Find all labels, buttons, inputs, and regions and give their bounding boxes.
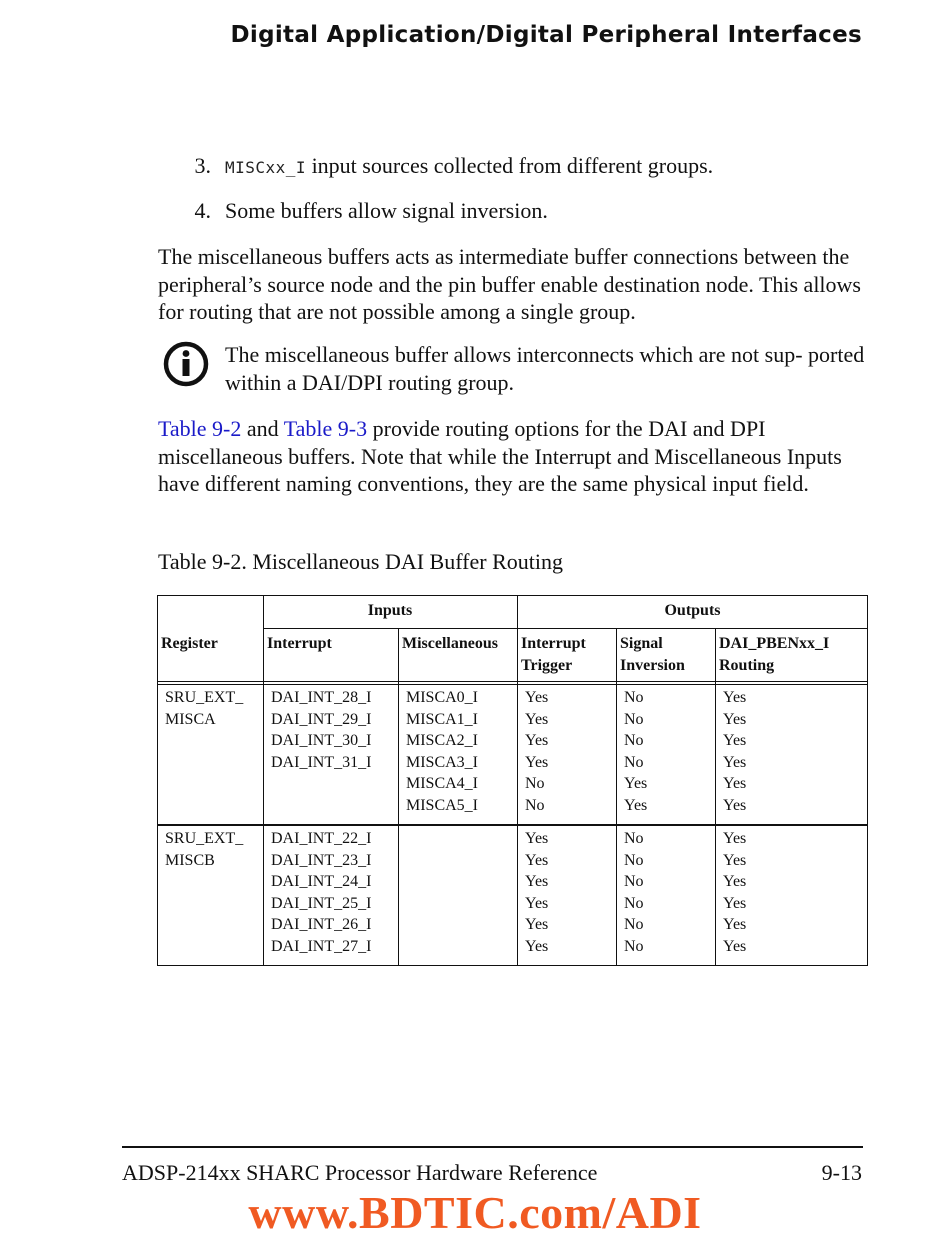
misc-value: MISCA3_I <box>406 753 479 771</box>
inversion-value: No <box>624 873 644 891</box>
routing-value: Yes <box>723 830 747 847</box>
column-header-interrupt-trigger <box>521 633 586 676</box>
routing-value: Yes <box>723 710 747 728</box>
cell-signal-inversion <box>624 828 644 958</box>
misc-value: MISCA2_I <box>406 732 479 750</box>
misc-value: MISCA4_I <box>406 775 479 793</box>
register-line: MISCA <box>165 710 216 728</box>
routing-value: Yes <box>723 851 747 869</box>
inversion-value: Yes <box>624 775 648 793</box>
column-header-pben-routing <box>719 633 829 676</box>
inversion-value: No <box>624 710 644 728</box>
interrupt-value: DAI_INT_23_I <box>271 851 372 869</box>
header-line: Signal <box>620 635 663 652</box>
interrupt-value: DAI_INT_24_I <box>271 873 372 891</box>
header-line: Trigger <box>521 656 573 674</box>
footer-divider <box>122 1146 863 1148</box>
interrupt-value: DAI_INT_31_I <box>271 753 372 771</box>
group-header-inputs: Inputs <box>367 602 413 619</box>
header-line: Interrupt <box>521 635 586 652</box>
trigger-value: Yes <box>525 830 549 847</box>
interrupt-value: DAI_INT_26_I <box>271 916 372 934</box>
link-table-9-2[interactable]: Table 9-2 <box>158 416 242 441</box>
register-line: SRU_EXT_ <box>165 830 244 847</box>
inversion-value: No <box>624 916 644 934</box>
list-item-number: 4. <box>194 198 211 223</box>
routing-value: Yes <box>723 775 747 793</box>
table-caption: Table 9-2. Miscellaneous DAI Buffer Routing <box>158 549 563 574</box>
inversion-value: No <box>624 937 644 955</box>
inversion-value: No <box>624 753 644 771</box>
footer-document-title: ADSP-214xx SHARC Processor Hardware Reference <box>122 1160 598 1185</box>
routing-value: Yes <box>723 937 747 955</box>
cell-register <box>165 828 243 871</box>
trigger-value: Yes <box>525 916 549 934</box>
inversion-value: No <box>624 689 644 706</box>
list-item-text <box>225 150 713 195</box>
cell-interrupt <box>271 687 371 773</box>
note-box <box>158 341 868 397</box>
trigger-value: Yes <box>525 753 549 771</box>
trigger-value: Yes <box>525 732 549 750</box>
list-item-number: 3. <box>194 153 211 178</box>
column-header-register: Register <box>161 635 218 652</box>
column-header-interrupt: Interrupt <box>267 635 332 652</box>
paragraph-text: provide routing options for the DAI and DPI miscellaneous buffers. Note that while the Interrupt and Miscellaneous Inputs have different naming conventions, they are the same physical input field. <box>158 416 842 496</box>
trigger-value: Yes <box>525 710 549 728</box>
trigger-value: Yes <box>525 851 549 869</box>
routing-value: Yes <box>723 732 747 750</box>
cell-pben-routing <box>723 687 746 817</box>
routing-value: Yes <box>723 916 747 934</box>
interrupt-value: DAI_INT_27_I <box>271 937 372 955</box>
list-item <box>158 150 868 195</box>
column-rule <box>398 628 399 966</box>
link-table-9-3[interactable]: Table 9-3 <box>283 416 368 441</box>
column-rule <box>616 628 617 966</box>
trigger-value: Yes <box>525 894 549 912</box>
misc-value: MISCA5_I <box>406 796 479 814</box>
trigger-value: Yes <box>525 689 549 706</box>
page-header-title: Digital Application/Digital Peripheral Interfaces <box>230 22 862 48</box>
watermark-url: www.BDTIC.com/ADI <box>248 1187 702 1238</box>
interrupt-value: DAI_INT_28_I <box>271 689 372 706</box>
list-item-body: input sources collected from different groups. <box>306 153 714 178</box>
misc-value: MISCA0_I <box>406 689 479 706</box>
inversion-value: Yes <box>624 796 648 814</box>
interrupt-value: DAI_INT_25_I <box>271 894 372 912</box>
cell-interrupt-trigger <box>525 828 548 958</box>
cell-interrupt <box>271 828 371 958</box>
trigger-value: No <box>525 796 545 814</box>
column-rule <box>715 628 716 966</box>
routing-value: Yes <box>723 753 747 771</box>
note-text: The miscellaneous buffer allows interconnects which are not sup- ported within a DAI/DPI routing group. <box>225 342 865 395</box>
paragraph-routing-options <box>158 415 868 498</box>
trigger-value: No <box>525 775 545 793</box>
interrupt-value: DAI_INT_29_I <box>271 710 372 728</box>
cell-signal-inversion <box>624 687 647 817</box>
routing-value: Yes <box>723 873 747 891</box>
inversion-value: No <box>624 830 644 847</box>
cell-miscellaneous <box>406 687 478 817</box>
routing-value: Yes <box>723 689 747 706</box>
interrupt-value: DAI_INT_30_I <box>271 732 372 750</box>
table-border-left <box>157 595 158 966</box>
group-header-rule <box>263 628 868 629</box>
cell-interrupt-trigger <box>525 687 548 817</box>
numbered-list <box>158 150 868 240</box>
list-item <box>158 195 868 240</box>
register-line: SRU_EXT_ <box>165 689 244 706</box>
header-line: Routing <box>719 656 775 674</box>
interrupt-value: DAI_INT_22_I <box>271 830 372 847</box>
paragraph-misc-buffers: The miscellaneous buffers acts as intermediate buffer connections between the peripheral’s source node and the pin buffer enable destination node. This allows for routing that are not possible among a single group. <box>158 244 861 324</box>
trigger-value: Yes <box>525 873 549 891</box>
inversion-value: No <box>624 732 644 750</box>
paragraph-text: and <box>241 416 284 441</box>
misc-value: MISCA1_I <box>406 710 479 728</box>
cell-register <box>165 687 243 730</box>
column-rule <box>517 595 518 966</box>
table-border-right <box>867 595 868 966</box>
register-line: MISCB <box>165 851 215 869</box>
trigger-value: Yes <box>525 937 549 955</box>
header-line: Inversion <box>620 656 685 674</box>
inversion-value: No <box>624 851 644 869</box>
column-rule <box>263 595 264 966</box>
inversion-value: No <box>624 894 644 912</box>
cell-pben-routing <box>723 828 746 958</box>
list-item-body: Some buffers allow signal inversion. <box>225 198 548 223</box>
page-number: 9-13 <box>821 1160 862 1185</box>
routing-value: Yes <box>723 894 747 912</box>
routing-value: Yes <box>723 796 747 814</box>
code-text: MISCxx_I <box>225 158 307 177</box>
info-icon <box>163 341 209 387</box>
column-header-miscellaneous: Miscellaneous <box>402 635 498 652</box>
column-header-signal-inversion <box>620 633 685 676</box>
routing-table <box>157 595 868 966</box>
group-header-outputs: Outputs <box>664 602 721 619</box>
header-line: DAI_PBENxx_I <box>719 635 830 652</box>
